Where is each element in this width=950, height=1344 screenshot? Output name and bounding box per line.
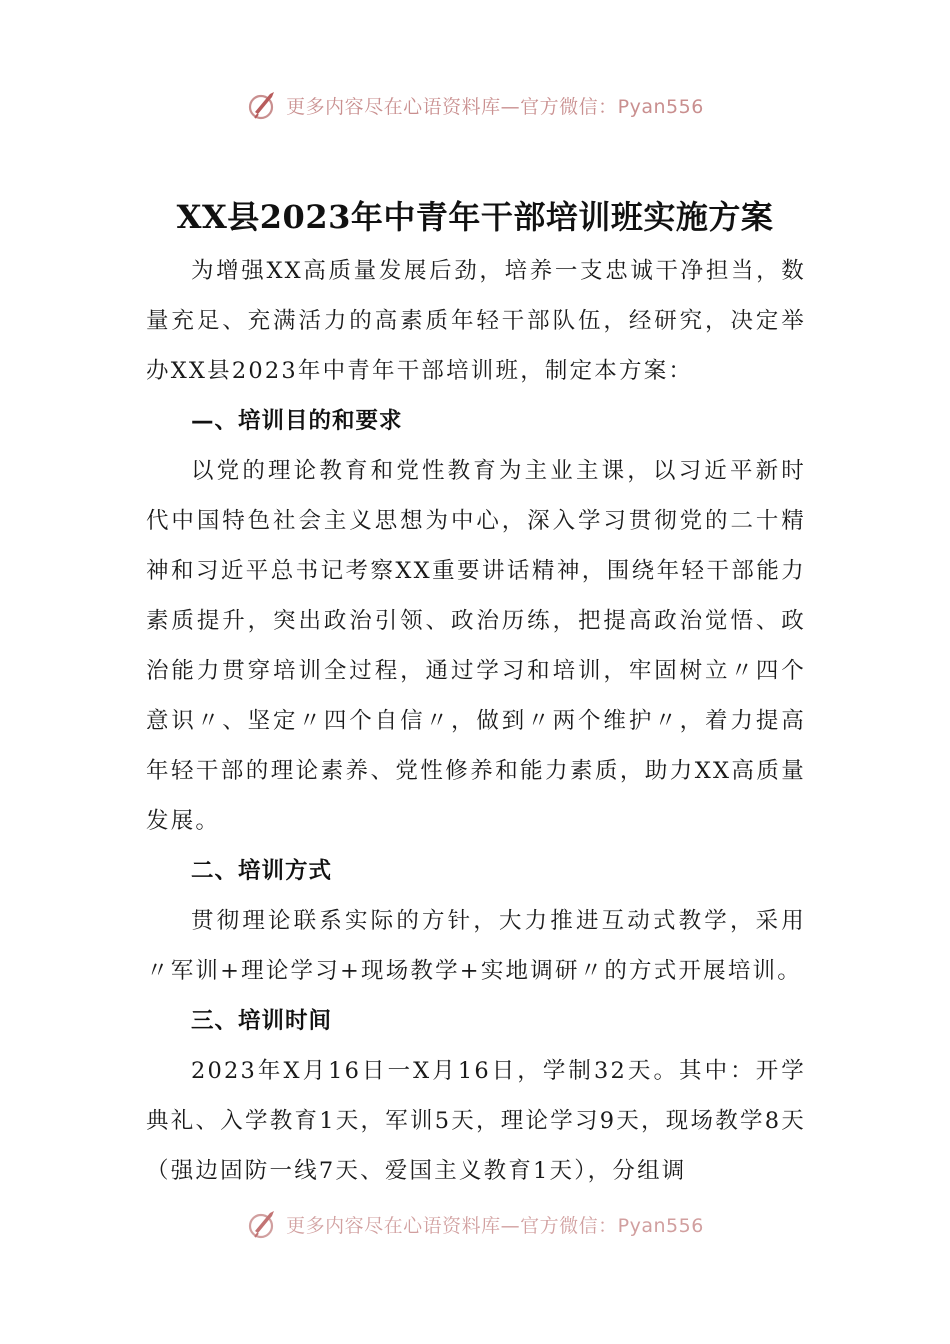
section-3-heading: 三、培训时间 <box>191 1008 333 1034</box>
document-title: XX县2023年中青年干部培训班实施方案 <box>176 198 774 236</box>
section-1-heading: —、培训目的和要求 <box>191 408 403 434</box>
section-1-paragraph: 以党的理论教育和党性教育为主业主课，以习近平新时代中国特色社会主义思想为中心，深入学习贯彻党的二十精神和习近平总书记考察XX重要讲话精神，围绕年轻干部能力素质提升，突出政治引领、政治历练，把提高政治觉悟、政治能力贯穿培训全过程，通过学习和培训，牢固树立〃四个意识〃、坚定〃四个自信〃，做到〃两个维护〃，着力提高年轻干部的理论素养、党性修养和能力素质，助力XX高质量发展。 <box>146 458 806 834</box>
watermark-text: 更多内容尽在心语资料库—官方微信：Pyan556 <box>286 1214 704 1237</box>
quill-logo-icon <box>246 88 280 122</box>
watermark-footer <box>0 1207 950 1241</box>
intro-paragraph: 为增强XX高质量发展后劲，培养一支忠诚干净担当，数量充足、充满活力的高素质年轻干部队伍，经研究，决定举办XX县2023年中青年干部培训班，制定本方案： <box>146 258 806 384</box>
section-2-heading: 二、培训方式 <box>191 858 333 884</box>
section-2-paragraph: 贯彻理论联系实际的方针，大力推进互动式教学，采用〃军训+理论学习+现场教学+实地调研〃的方式开展培训。 <box>146 908 806 984</box>
watermark-header <box>0 88 950 122</box>
section-3-paragraph: 2023年X月16日一X月16日，学制32天。其中：开学典礼、入学教育1天，军训5天，理论学习9天，现场教学8天（强边固防一线7天、爱国主义教育1天），分组调 <box>146 1058 806 1184</box>
watermark-text: 更多内容尽在心语资料库—官方微信：Pyan556 <box>286 95 704 118</box>
document-body <box>146 246 806 1196</box>
quill-logo-icon <box>246 1207 280 1241</box>
